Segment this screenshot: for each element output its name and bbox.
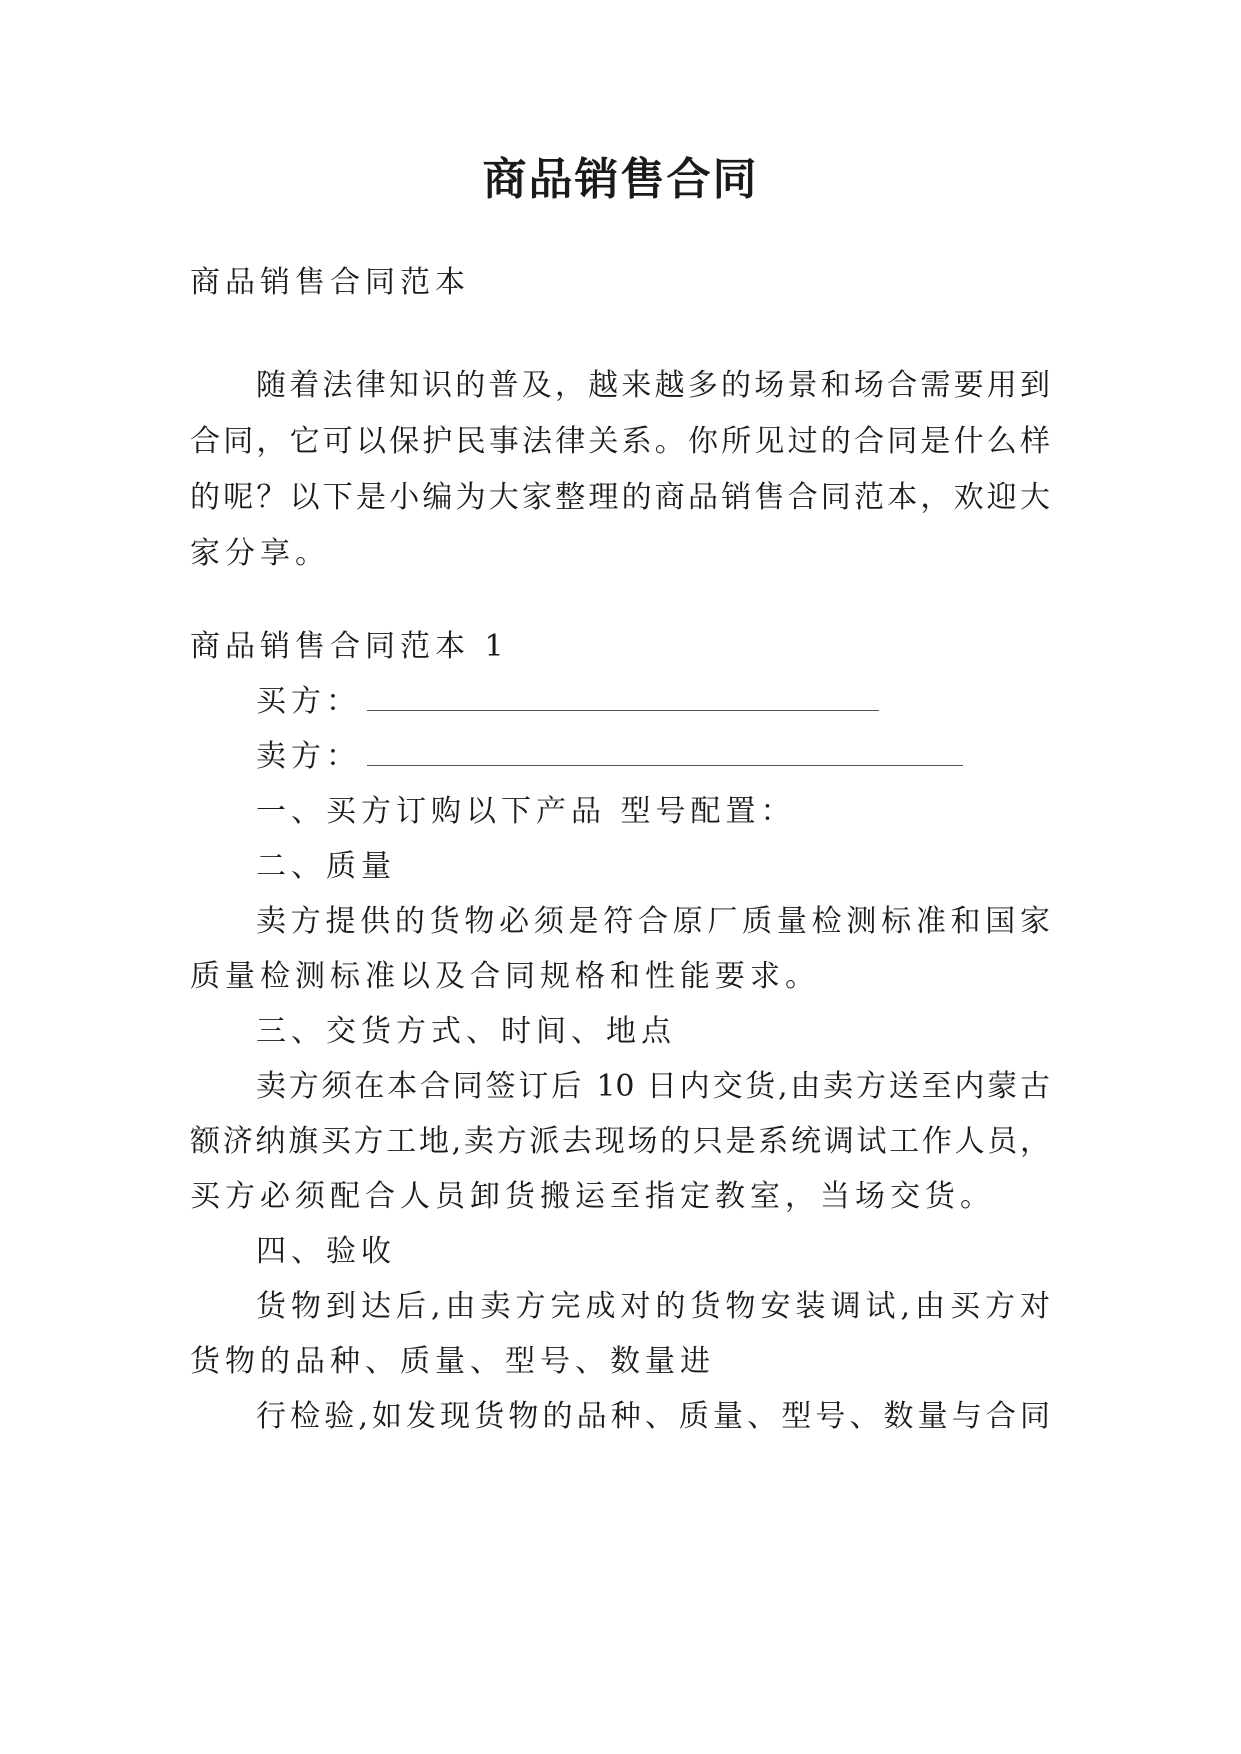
buyer-row bbox=[256, 682, 879, 722]
clause-3-line-3: 买方必须配合人员卸货搬运至指定教室，当场交货。 bbox=[190, 1179, 995, 1214]
clause-3-line-1: 卖方须在本合同签订后 10 日内交货,由卖方送至内蒙古 bbox=[256, 1069, 1050, 1104]
section-heading: 商品销售合同范本 1 bbox=[190, 629, 509, 664]
clause-2-line-2: 质量检测标准以及合同规格和性能要求。 bbox=[190, 959, 820, 994]
clause-4-heading: 四、验收 bbox=[256, 1234, 396, 1269]
clause-4-line-2: 货物的品种、质量、型号、数量进 bbox=[190, 1344, 715, 1379]
clause-4-line-3: 行检验,如发现货物的品种、质量、型号、数量与合同 bbox=[256, 1399, 1050, 1434]
buyer-label: 买方： bbox=[256, 684, 361, 719]
clause-2-line-1: 卖方提供的货物必须是符合原厂质量检测标准和国家 bbox=[256, 904, 1050, 939]
document-title: 商品销售合同 bbox=[482, 154, 759, 205]
seller-row bbox=[256, 737, 963, 777]
intro-line-2: 合同，它可以保护民事法律关系。你所见过的合同是什么样 bbox=[190, 424, 1050, 459]
intro-line-1: 随着法律知识的普及，越来越多的场景和场合需要用到 bbox=[256, 368, 1050, 403]
seller-blank-line bbox=[367, 739, 963, 766]
seller-label: 卖方： bbox=[256, 739, 361, 774]
intro-line-4: 家分享。 bbox=[190, 536, 330, 571]
intro-line-3: 的呢？以下是小编为大家整理的商品销售合同范本，欢迎大 bbox=[190, 480, 1050, 515]
clause-4-line-1: 货物到达后,由卖方完成对的货物安装调试,由买方对 bbox=[256, 1289, 1050, 1324]
clause-1: 一、买方订购以下产品 型号配置： bbox=[256, 794, 796, 829]
clause-2-heading: 二、质量 bbox=[256, 849, 396, 884]
buyer-blank-line bbox=[367, 684, 879, 711]
clause-3-line-2: 额济纳旗买方工地,卖方派去现场的只是系统调试工作人员， bbox=[190, 1124, 1050, 1159]
document-subtitle: 商品销售合同范本 bbox=[190, 265, 470, 300]
clause-3-heading: 三、交货方式、时间、地点 bbox=[256, 1014, 676, 1049]
